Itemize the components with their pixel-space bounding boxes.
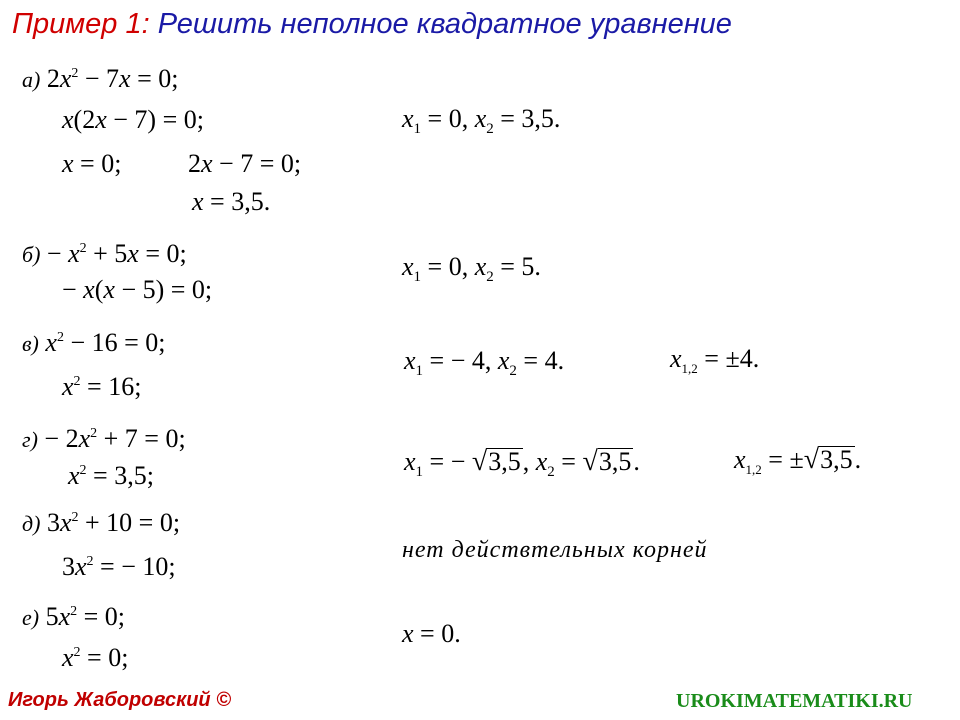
part-a-step3: x = 3,5.: [192, 187, 271, 216]
part-b-step1: − x(x − 5) = 0;: [62, 275, 213, 304]
part-d-step1: $3x^2$ = − 10;: [62, 552, 176, 581]
part-a-answer: $x_1 = 0$, $x_2 = 3,5$.: [402, 104, 561, 137]
part-v-equation: в) $x^2 - 16 = 0$;: [22, 328, 166, 357]
part-g-answer2: $x_{1,2} = \pm√3,5$.: [734, 444, 862, 477]
part-letter: в): [22, 331, 39, 356]
part-d-equation: д) $3x^2 + 10 = 0$;: [22, 508, 181, 537]
part-a-step2b: 2x − 7 = 0;: [188, 149, 302, 178]
part-a-step2a: x = 0;: [62, 149, 122, 178]
part-v-step1: $x^2 = 16$;: [62, 372, 142, 401]
part-g-step1: $x^2 = 3,5$;: [68, 461, 154, 490]
part-letter: б): [22, 242, 41, 267]
part-letter: г): [22, 427, 38, 452]
slide-title: [12, 8, 732, 41]
part-v-answer2: $x_{1,2} = \pm 4$.: [670, 344, 760, 376]
part-e-step1: $x^2 = 0$;: [62, 643, 129, 672]
part-v-answer: $x_1$ = − 4, $x_2 = 4$.: [404, 346, 565, 379]
part-b-equation: $б) - x^2 + 5x = 0$;: [22, 239, 187, 268]
part-e-equation: е) $5x^2 = 0$;: [22, 602, 126, 631]
site-link[interactable]: UROKIMATEMATIKI.RU: [676, 690, 913, 712]
part-b-answer: $x_1 = 0$, $x_2 = 5$.: [402, 252, 541, 285]
part-e-answer: x = 0.: [402, 619, 461, 648]
part-d-answer: нет действтельных корней: [402, 537, 708, 563]
part-letter: е): [22, 605, 40, 630]
part-letter: а): [22, 67, 41, 92]
part-g-answer: $x_1$ = − √3,5, $x_2 = √3,5$.: [404, 446, 640, 480]
part-letter: д): [22, 511, 41, 536]
part-a-equation: а) $2x^2 - 7x = 0$;: [22, 64, 179, 93]
author-credit: Игорь Жаборовский ©: [8, 689, 231, 711]
part-g-equation: $г) - 2x^2 + 7 = 0$;: [22, 424, 186, 453]
part-a-step1: x(2x − 7) = 0;: [62, 105, 204, 134]
title-text: Решить неполное квадратное уравнение: [157, 8, 732, 40]
example-label: Пример 1:: [12, 8, 150, 40]
